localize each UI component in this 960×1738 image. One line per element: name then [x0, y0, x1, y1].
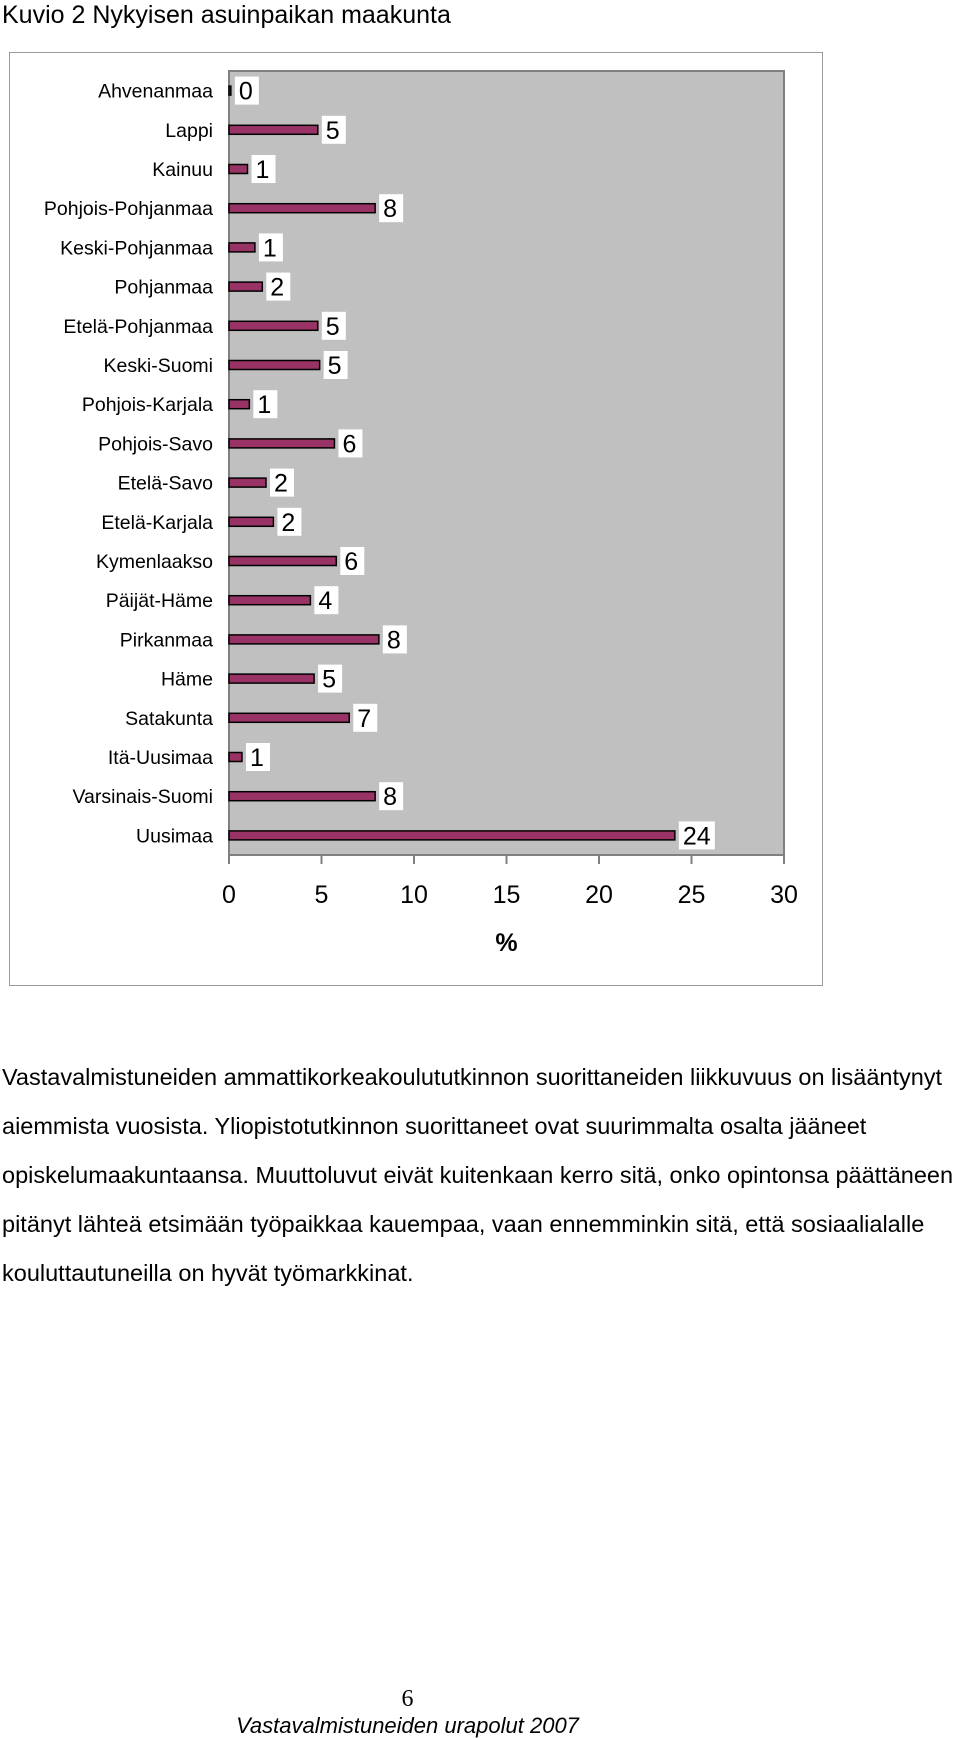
data-label: 1 — [255, 156, 270, 184]
data-label: 5 — [325, 116, 340, 145]
category-label: Etelä-Karjala — [101, 511, 213, 534]
data-label: 8 — [383, 783, 398, 812]
data-label: 5 — [322, 665, 337, 694]
category-label: Itä-Uusimaa — [107, 747, 213, 769]
data-label: 1 — [249, 744, 264, 772]
data-label: 5 — [325, 312, 340, 341]
bar — [229, 361, 320, 370]
data-label: 6 — [342, 430, 357, 459]
category-label: Satakunta — [125, 707, 213, 730]
bar — [229, 243, 255, 252]
bar — [229, 86, 231, 95]
data-label: 2 — [281, 508, 296, 537]
bar — [229, 321, 318, 330]
bar — [229, 674, 314, 683]
bar — [229, 753, 242, 762]
x-tick-label: 5 — [314, 881, 329, 909]
bar — [229, 439, 334, 448]
category-label: Pohjois-Karjala — [81, 394, 213, 417]
category-label: Kainuu — [152, 159, 213, 181]
data-label: 24 — [682, 822, 711, 851]
bar — [229, 478, 266, 487]
bar — [229, 831, 675, 840]
x-tick-label: 30 — [770, 881, 798, 909]
bar — [229, 165, 248, 174]
category-label: Keski-Pohjanmaa — [60, 237, 213, 260]
data-label: 0 — [238, 77, 253, 106]
category-label: Etelä-Pohjanmaa — [63, 315, 213, 338]
category-label: Kymenlaakso — [95, 551, 213, 573]
category-label: Pohjanmaa — [114, 276, 213, 299]
data-label: 1 — [262, 234, 277, 263]
category-label: Pohjois-Savo — [98, 433, 213, 456]
data-label: 2 — [270, 273, 285, 302]
bar — [229, 596, 310, 605]
x-axis-label: % — [495, 929, 518, 957]
category-label: Varsinais-Suomi — [72, 786, 213, 809]
bar — [229, 204, 375, 213]
category-label: Häme — [160, 668, 213, 691]
x-tick-label: 0 — [222, 881, 236, 909]
category-label: Lappi — [165, 119, 213, 142]
bar — [229, 713, 349, 722]
bar — [229, 282, 262, 291]
plot-background — [229, 71, 784, 855]
page-number: 6 — [401, 1686, 414, 1712]
category-label: Ahvenanmaa — [98, 80, 213, 103]
data-label: 8 — [386, 626, 401, 655]
bar-chart — [10, 53, 824, 987]
bar — [229, 125, 318, 134]
page-footer: Vastavalmistuneiden urapolut 2007 — [236, 1713, 579, 1738]
bar — [229, 517, 273, 526]
data-label: 4 — [318, 587, 333, 616]
category-label: Pirkanmaa — [119, 629, 213, 652]
data-label: 8 — [383, 195, 398, 224]
category-label: Etelä-Savo — [117, 472, 213, 495]
data-label: 2 — [274, 469, 288, 498]
x-tick-label: 25 — [677, 881, 706, 909]
body-paragraph: Vastavalmistuneiden ammattikorkeakoulututkinnon suorittaneiden liikkuvuus on lisääntynyt aiemmista vuosista. Yliopistotutkinnon suorittaneet ovat suurimmalta osalta jääneet opiskelumaakuntaansa. Muuttoluvut eivät kuitenkaan kerro sitä, onko opintonsa päättäneen pitänyt lähteä etsimään työpaikkaa kauempaa, vaan ennemminkin sitä, että sosiaalialalle kouluttautuneilla on hyvät työmarkkinat. — [2, 1064, 954, 1286]
figure-title: Kuvio 2 Nykyisen asuinpaikan maakunta — [2, 1, 451, 29]
data-label: 7 — [357, 704, 372, 733]
category-label: Uusimaa — [136, 825, 213, 848]
category-label: Keski-Suomi — [103, 355, 213, 377]
bar — [229, 557, 336, 566]
x-tick-label: 20 — [585, 881, 613, 909]
chart-area — [9, 52, 823, 986]
data-label: 6 — [344, 548, 359, 576]
x-tick-label: 10 — [400, 881, 428, 909]
category-label: Päijät-Häme — [105, 590, 213, 613]
data-label: 5 — [327, 352, 342, 380]
data-label: 1 — [257, 391, 272, 420]
bar — [229, 792, 375, 801]
bar — [229, 400, 249, 409]
category-label: Pohjois-Pohjanmaa — [43, 198, 213, 221]
x-tick-label: 15 — [492, 881, 521, 909]
bar — [229, 635, 379, 644]
